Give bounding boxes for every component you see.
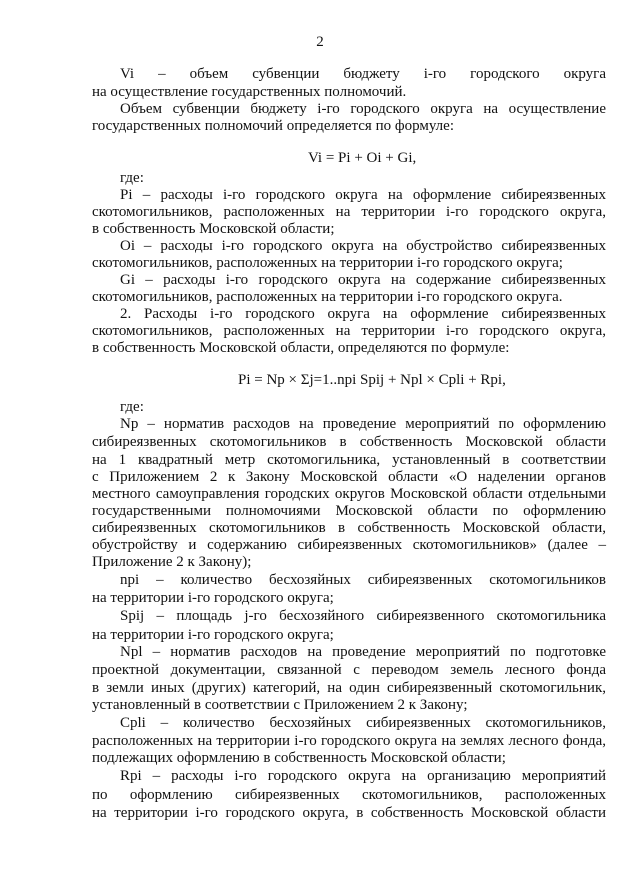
text-line: где: [120,399,144,415]
text-line: подлежащих оформлению в собственность Московской области; [92,750,506,766]
text-line: Oi – расходы i-го городского округа на обустройство сибиреязвенных [120,238,606,254]
text-line: Объем субвенции бюджету i-го городского округа на осуществление [120,101,606,117]
text-line: Приложение 2 к Закону); [92,554,252,570]
text-line: на осуществление государственных полномочий. [92,84,407,100]
text-line: Pi – расходы i-го городского округа на оформление сибиреязвенных [120,187,606,203]
text-line: скотомогильников, расположенных на территории i-го городского округа. [92,289,563,305]
text-line: 2. Расходы i-го городского округа на оформление сибиреязвенных [120,306,606,322]
formula-subvention: Vi = Pi + Oi + Gi, [308,150,417,166]
text-line: Spij – площадь j-го бесхозяйного сибиреязвенного скотомогильника [120,608,606,624]
text-line: npi – количество бесхозяйных сибиреязвенных скотомогильников [120,572,606,588]
text-line: в собственность Московской области, определяются по формуле: [92,340,510,356]
text-line: на 1 квадратный метр скотомогильника, установленный в соответствии [92,452,606,468]
text-line: скотомогильников, расположенных на территории i-го городского округа, [92,204,606,220]
page-number: 2 [316,34,324,50]
text-line: Rpi – расходы i-го городского округа на организацию мероприятий [120,768,606,784]
text-line: на территории i-го городского округа; [92,627,334,643]
text-line: на территории i-го городского округа; [92,590,334,606]
formula-expenses: Pi = Np × Σj=1..npi Spij + Npl × Cpli + Rpi, [238,372,506,388]
text-line: местного самоуправления городских округов Московской области отдельными [92,486,606,502]
text-line: Vi – объем субвенции бюджету i-го городского округа [120,66,606,82]
text-line: в собственность Московской области; [92,221,335,237]
text-line: в земли иных (других) категорий, на один сибиреязвенный скотомогильник, [92,680,606,696]
text-line: сибиреязвенных скотомогильников в собственность Московской области, [92,520,606,536]
text-line: Npl – норматив расходов на проведение мероприятий по подготовке [120,644,606,660]
text-line: государственными полномочиями Московской области по оформлению [92,503,606,519]
text-line: на территории i-го городского округа, в собственность Московской области [92,805,606,821]
text-line: с Приложением 2 к Закону Московской области «О наделении органов [92,469,606,485]
text-line: где: [120,170,144,186]
text-line: скотомогильников, расположенных на территории i-го городского округа, [92,323,606,339]
text-line: Gi – расходы i-го городского округа на содержание сибиреязвенных [120,272,606,288]
text-line: по оформлению сибиреязвенных скотомогильников, расположенных [92,787,606,803]
text-line: установленный в соответствии с Приложением 2 к Закону; [92,697,468,713]
text-line: обустройству и содержанию сибиреязвенных скотомогильников» (далее – [92,537,606,553]
text-line: сибиреязвенных скотомогильников в собственность Московской области [92,434,606,450]
text-line: проектной документации, связанной с переводом земель лесного фонда [92,662,606,678]
text-line: скотомогильников, расположенных на территории i-го городского округа; [92,255,563,271]
text-line: государственных полномочий определяется по формуле: [92,118,454,134]
text-line: Cpli – количество бесхозяйных сибиреязвенных скотомогильников, [120,715,606,731]
text-line: Np – норматив расходов на проведение мероприятий по оформлению [120,416,606,432]
text-line: расположенных на территории i-го городского округа на землях лесного фонда, [92,733,606,749]
